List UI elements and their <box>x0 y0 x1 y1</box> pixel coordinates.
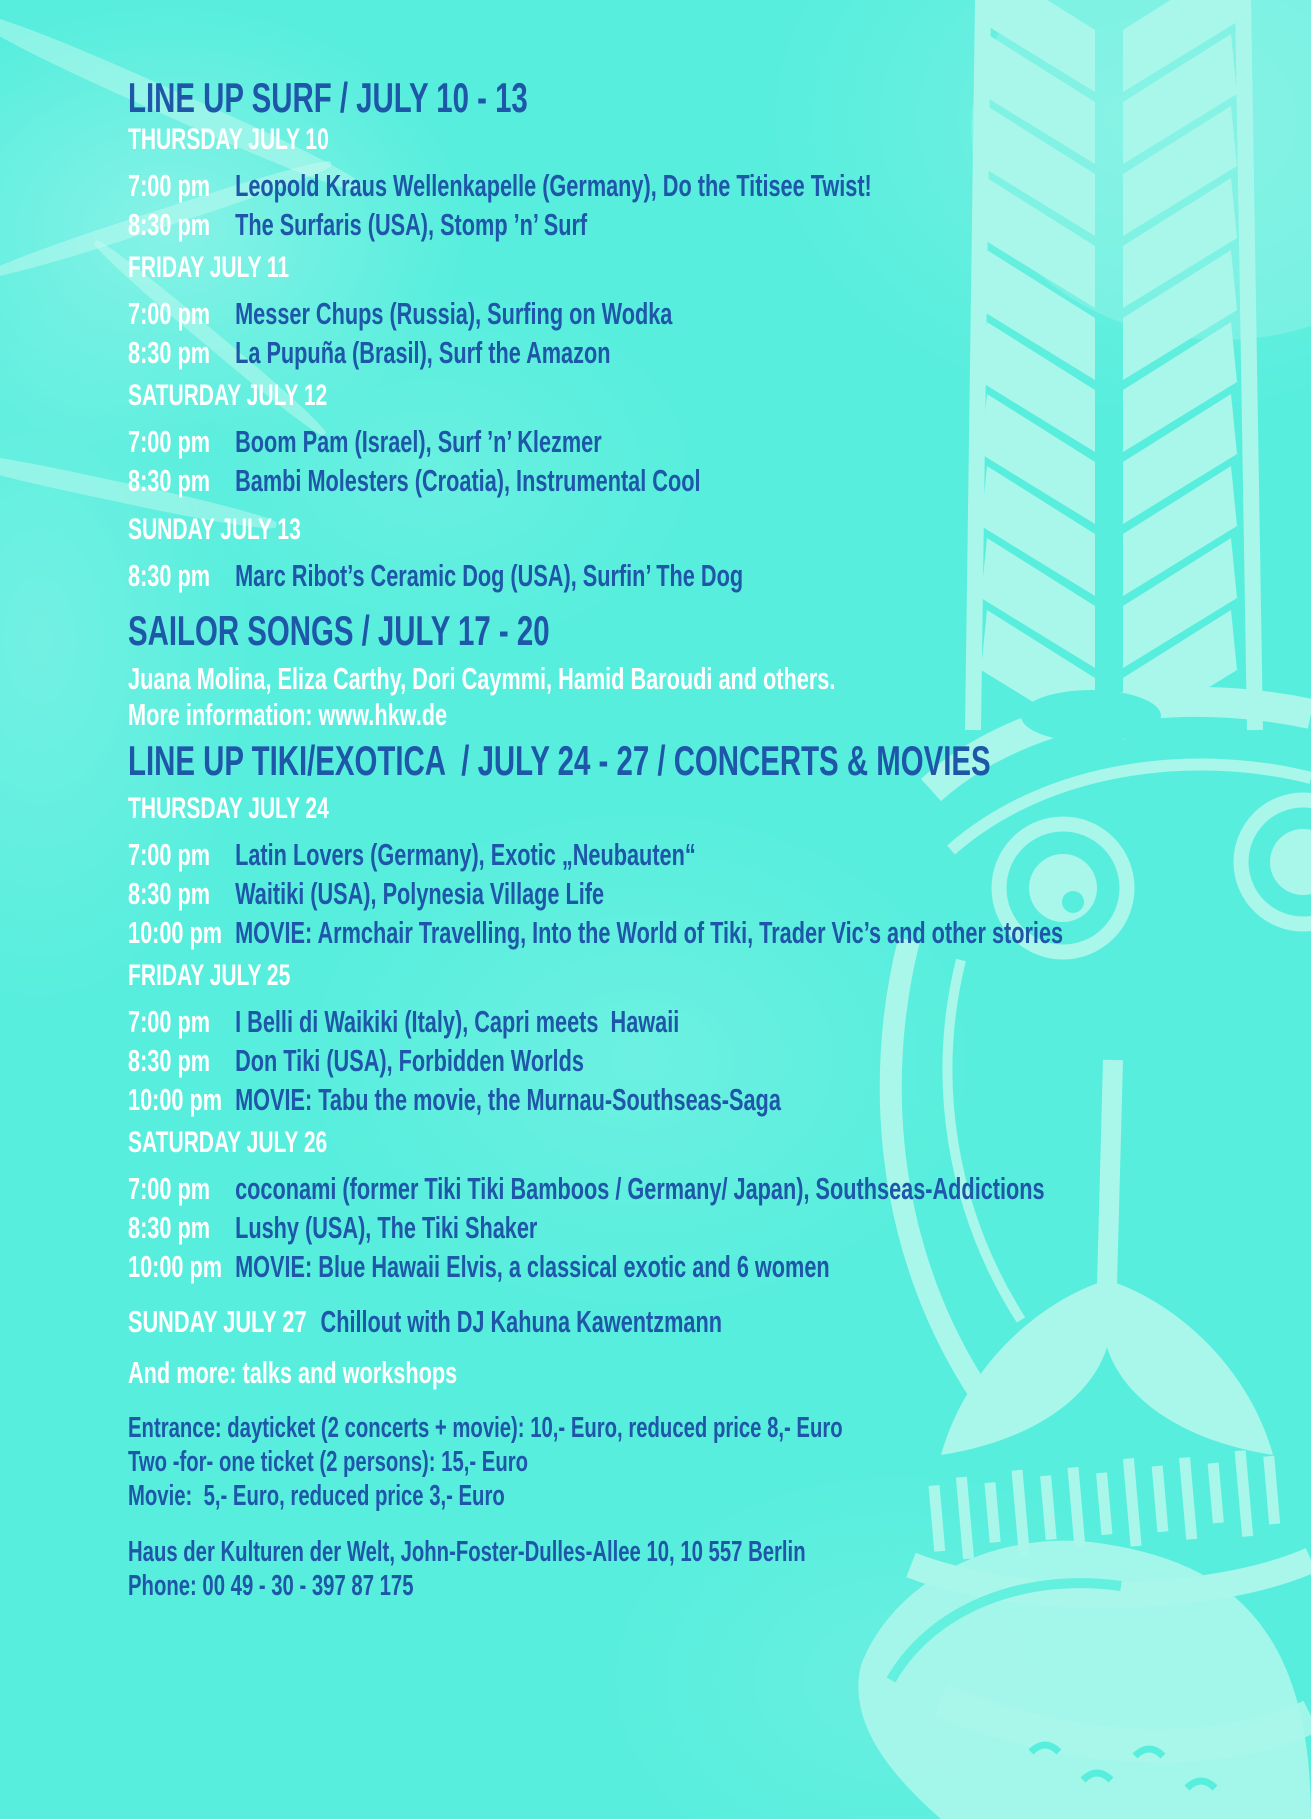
event-time: 8:30 pm <box>128 1210 211 1245</box>
event-time: 7:00 pm <box>128 168 211 203</box>
day-heading <box>128 252 1298 284</box>
event-row-text <box>128 166 872 205</box>
day-heading <box>128 124 1298 156</box>
ticket-price-text: Entrance: dayticket (2 concerts + movie): 10,- Euro, reduced price 8,- Euro <box>128 1412 843 1444</box>
event-description: Chillout with DJ Kahuna Kawentzmann <box>320 1304 722 1339</box>
sailor-artists-line <box>128 661 1298 697</box>
event-row <box>128 461 1298 500</box>
day-heading-text: THURSDAY JULY 24 <box>128 792 329 825</box>
event-description: Lushy (USA), The Tiki Shaker <box>235 1210 538 1245</box>
event-row-text <box>128 1080 781 1119</box>
day-heading-inline: SUNDAY JULY 27 <box>128 1304 307 1339</box>
day-heading <box>128 380 1298 412</box>
event-row-text <box>128 333 610 372</box>
event-description: Leopold Kraus Wellenkapelle (Germany), Do the Titisee Twist! <box>235 168 872 203</box>
sailor-info-text: More information: www.hkw.de <box>128 697 448 732</box>
event-time: 10:00 pm <box>128 1249 223 1284</box>
event-row <box>128 333 1298 372</box>
event-row-text <box>128 422 602 461</box>
event-row <box>128 205 1298 244</box>
section-title-tiki-text: LINE UP TIKI/EXOTICA / JULY 24 - 27 / CONCERTS & MOVIES <box>128 737 991 784</box>
more-info-text: And more: talks and workshops <box>128 1355 458 1390</box>
day-heading-text: FRIDAY JULY 11 <box>128 251 290 284</box>
event-row <box>128 913 1298 952</box>
day-heading-text: FRIDAY JULY 25 <box>128 959 291 992</box>
event-time: 7:00 pm <box>128 837 211 872</box>
event-row <box>128 874 1298 913</box>
event-row-text <box>128 1247 830 1286</box>
ticket-price-text: Movie: 5,- Euro, reduced price 3,- Euro <box>128 1480 505 1512</box>
event-row-text <box>128 874 604 913</box>
venue-address-line <box>128 1535 1298 1569</box>
ticket-price-line <box>128 1411 1298 1445</box>
section-title-sailor-text: SAILOR SONGS / JULY 17 - 20 <box>128 607 550 654</box>
event-time: 8:30 pm <box>128 558 211 593</box>
event-time: 10:00 pm <box>128 915 223 950</box>
event-row <box>128 166 1298 205</box>
section-title-tiki <box>128 739 1298 783</box>
event-row <box>128 1080 1298 1119</box>
event-row-text <box>128 835 696 874</box>
event-row <box>128 1208 1298 1247</box>
event-time: 7:00 pm <box>128 424 211 459</box>
event-row <box>128 422 1298 461</box>
event-description: MOVIE: Armchair Travelling, Into the World of Tiki, Trader Vic’s and other stories <box>235 915 1064 950</box>
event-description: La Pupuña (Brasil), Surf the Amazon <box>235 335 611 370</box>
ticket-price-text: Two -for- one ticket (2 persons): 15,- Euro <box>128 1446 529 1478</box>
event-description: Marc Ribot’s Ceramic Dog (USA), Surfin’ The Dog <box>235 558 744 593</box>
sunday-chillout-row <box>128 1302 1298 1341</box>
venue-address-text: Haus der Kulturen der Welt, John-Foster-Dulles-Allee 10, 10 557 Berlin <box>128 1536 806 1568</box>
event-description: Latin Lovers (Germany), Exotic „Neubauten“ <box>235 837 696 872</box>
event-row-text <box>128 556 743 595</box>
event-row-text <box>128 1002 679 1041</box>
event-row <box>128 556 1298 595</box>
venue-phone-line <box>128 1569 1298 1603</box>
event-row <box>128 1169 1298 1208</box>
day-heading-text: THURSDAY JULY 10 <box>128 123 329 156</box>
event-time: 8:30 pm <box>128 335 211 370</box>
day-heading <box>128 1127 1298 1159</box>
event-row-text <box>128 461 701 500</box>
more-info-line <box>128 1355 1298 1391</box>
event-time: 7:00 pm <box>128 1171 211 1206</box>
event-description: Don Tiki (USA), Forbidden Worlds <box>235 1043 584 1078</box>
sailor-artists-text: Juana Molina, Eliza Carthy, Dori Caymmi, Hamid Baroudi and others. <box>128 661 836 696</box>
sailor-info-line <box>128 697 1298 733</box>
event-row-text <box>128 294 672 333</box>
event-description: MOVIE: Tabu the movie, the Murnau-Southseas-Saga <box>235 1082 781 1117</box>
section-title-sailor <box>128 609 1298 653</box>
day-heading-text: SUNDAY JULY 13 <box>128 513 301 546</box>
event-row <box>128 1247 1298 1286</box>
event-row-text <box>128 1169 1045 1208</box>
event-row <box>128 294 1298 333</box>
event-description: Bambi Molesters (Croatia), Instrumental Cool <box>235 463 701 498</box>
program-content <box>128 76 1298 1603</box>
day-heading-text: SATURDAY JULY 12 <box>128 379 328 412</box>
event-description: MOVIE: Blue Hawaii Elvis, a classical exotic and 6 women <box>235 1249 830 1284</box>
venue-phone-text: Phone: 00 49 - 30 - 397 87 175 <box>128 1570 414 1602</box>
event-row-text <box>128 205 587 244</box>
day-heading <box>128 960 1298 992</box>
event-row <box>128 1041 1298 1080</box>
event-time: 8:30 pm <box>128 207 211 242</box>
sunday-chillout-text <box>128 1302 722 1341</box>
event-description: Messer Chups (Russia), Surfing on Wodka <box>235 296 673 331</box>
event-row-text <box>128 1041 584 1080</box>
event-time: 8:30 pm <box>128 876 211 911</box>
ticket-price-line <box>128 1479 1298 1513</box>
ticket-price-line <box>128 1445 1298 1479</box>
event-row-text <box>128 913 1063 952</box>
section-title-surf-text: LINE UP SURF / JULY 10 - 13 <box>128 74 528 121</box>
day-heading <box>128 793 1298 825</box>
event-time: 10:00 pm <box>128 1082 223 1117</box>
event-time: 7:00 pm <box>128 1004 211 1039</box>
day-heading <box>128 514 1298 546</box>
event-time: 8:30 pm <box>128 1043 211 1078</box>
day-heading-text: SATURDAY JULY 26 <box>128 1126 328 1159</box>
event-row <box>128 835 1298 874</box>
event-description: The Surfaris (USA), Stomp ’n’ Surf <box>235 207 588 242</box>
event-description: coconami (former Tiki Tiki Bamboos / Germany/ Japan), Southseas-Addictions <box>235 1171 1045 1206</box>
event-time: 7:00 pm <box>128 296 211 331</box>
event-description: I Belli di Waikiki (Italy), Capri meets Hawaii <box>235 1004 680 1039</box>
event-row-text <box>128 1208 537 1247</box>
event-row <box>128 1002 1298 1041</box>
event-description: Waitiki (USA), Polynesia Village Life <box>235 876 605 911</box>
event-description: Boom Pam (Israel), Surf ’n’ Klezmer <box>235 424 602 459</box>
section-title-surf <box>128 76 1298 120</box>
event-time: 8:30 pm <box>128 463 211 498</box>
